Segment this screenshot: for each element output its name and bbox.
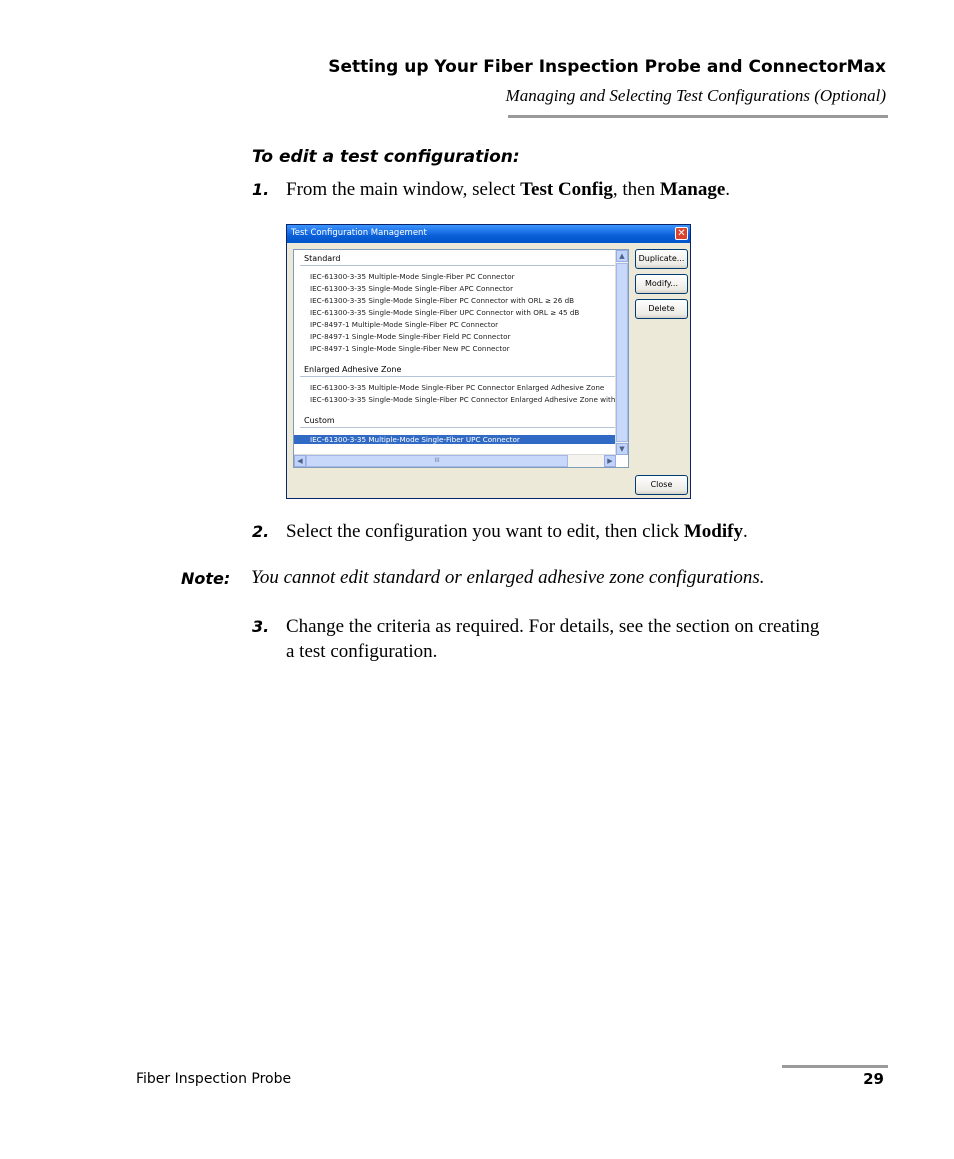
- group-divider: [300, 265, 616, 266]
- scroll-left-icon[interactable]: ◀: [294, 455, 306, 467]
- note-label: Note:: [181, 569, 231, 588]
- list-item[interactable]: IPC-8497-1 Multiple-Mode Single-Fiber PC Connector: [310, 320, 499, 329]
- list-item-selected[interactable]: IEC-61300-3-35 Multiple-Mode Single-Fiber UPC Connector: [294, 435, 616, 444]
- scroll-right-icon[interactable]: ▶: [604, 455, 616, 467]
- step-3-number: 3.: [252, 617, 270, 636]
- list-item[interactable]: IEC-61300-3-35 Single-Mode Single-Fiber APC Connector: [310, 284, 514, 293]
- list-item[interactable]: IPC-8497-1 Single-Mode Single-Fiber New PC Connector: [310, 344, 510, 353]
- list-item[interactable]: IEC-61300-3-35 Single-Mode Single-Fiber PC Connector with ORL ≥ 26 dB: [310, 296, 575, 305]
- test-configuration-management-dialog: [286, 224, 691, 499]
- footer-document-title: Fiber Inspection Probe: [136, 1071, 292, 1087]
- group-divider: [300, 376, 616, 377]
- list-item[interactable]: IEC-61300-3-35 Single-Mode Single-Fiber UPC Connector with ORL ≥ 45 dB: [310, 308, 580, 317]
- running-header-title: Setting up Your Fiber Inspection Probe and ConnectorMax: [328, 57, 886, 77]
- group-heading-standard: Standard: [304, 254, 341, 263]
- duplicate-button[interactable]: Duplicate...: [635, 249, 688, 269]
- step-1-number: 1.: [252, 180, 270, 199]
- step-1-text: [286, 177, 730, 202]
- footer-rule: [782, 1065, 888, 1068]
- step-3-line-2: a test configuration.: [286, 641, 438, 662]
- step-1-test-config: Test Config: [520, 179, 613, 200]
- dialog-title: Test Configuration Management: [291, 228, 427, 238]
- page-number: 29: [863, 1070, 884, 1088]
- header-rule: [508, 115, 888, 118]
- list-item[interactable]: IPC-8497-1 Single-Mode Single-Fiber Field PC Connector: [310, 332, 511, 341]
- step-2-text-b: .: [742, 521, 748, 542]
- horizontal-scrollbar[interactable]: [294, 454, 616, 467]
- horizontal-scroll-thumb[interactable]: III: [306, 455, 568, 467]
- step-1-text-a: From the main window, select: [286, 179, 521, 200]
- step-1-manage: Manage: [659, 179, 726, 200]
- procedure-title: To edit a test configuration:: [252, 147, 520, 167]
- configuration-list[interactable]: [293, 249, 629, 468]
- scroll-up-icon[interactable]: ▲: [616, 250, 628, 262]
- step-2-number: 2.: [252, 522, 270, 541]
- list-item[interactable]: IEC-61300-3-35 Single-Mode Single-Fiber PC Connector Enlarged Adhesive Zone with: [310, 395, 616, 404]
- step-2-text: [286, 519, 748, 544]
- step-3-line-1: Change the criteria as required. For details, see the section on creating: [286, 616, 820, 637]
- scroll-down-icon[interactable]: ▼: [616, 443, 628, 455]
- step-1-text-c: .: [725, 179, 731, 200]
- running-header-subtitle: Managing and Selecting Test Configurations (Optional): [505, 86, 886, 105]
- step-1-text-b: , then: [612, 179, 660, 200]
- group-divider: [300, 427, 616, 428]
- vertical-scrollbar[interactable]: [615, 250, 628, 455]
- close-icon[interactable]: ✕: [675, 227, 688, 240]
- list-item[interactable]: IEC-61300-3-35 Multiple-Mode Single-Fiber PC Connector: [310, 272, 515, 281]
- group-heading-custom: Custom: [304, 416, 335, 425]
- modify-button[interactable]: Modify...: [635, 274, 688, 294]
- group-heading-enlarged-adhesive-zone: Enlarged Adhesive Zone: [304, 365, 402, 374]
- step-2-modify: Modify: [683, 521, 743, 542]
- list-item[interactable]: IEC-61300-3-35 Multiple-Mode Single-Fiber PC Connector Enlarged Adhesive Zone: [310, 383, 605, 392]
- dialog-titlebar: [287, 225, 690, 243]
- close-button[interactable]: Close: [635, 475, 688, 495]
- note-text: You cannot edit standard or enlarged adhesive zone configurations.: [251, 567, 765, 588]
- vertical-scroll-thumb[interactable]: [616, 263, 628, 442]
- delete-button[interactable]: Delete: [635, 299, 688, 319]
- step-2-text-a: Select the configuration you want to edit, then click: [286, 521, 684, 542]
